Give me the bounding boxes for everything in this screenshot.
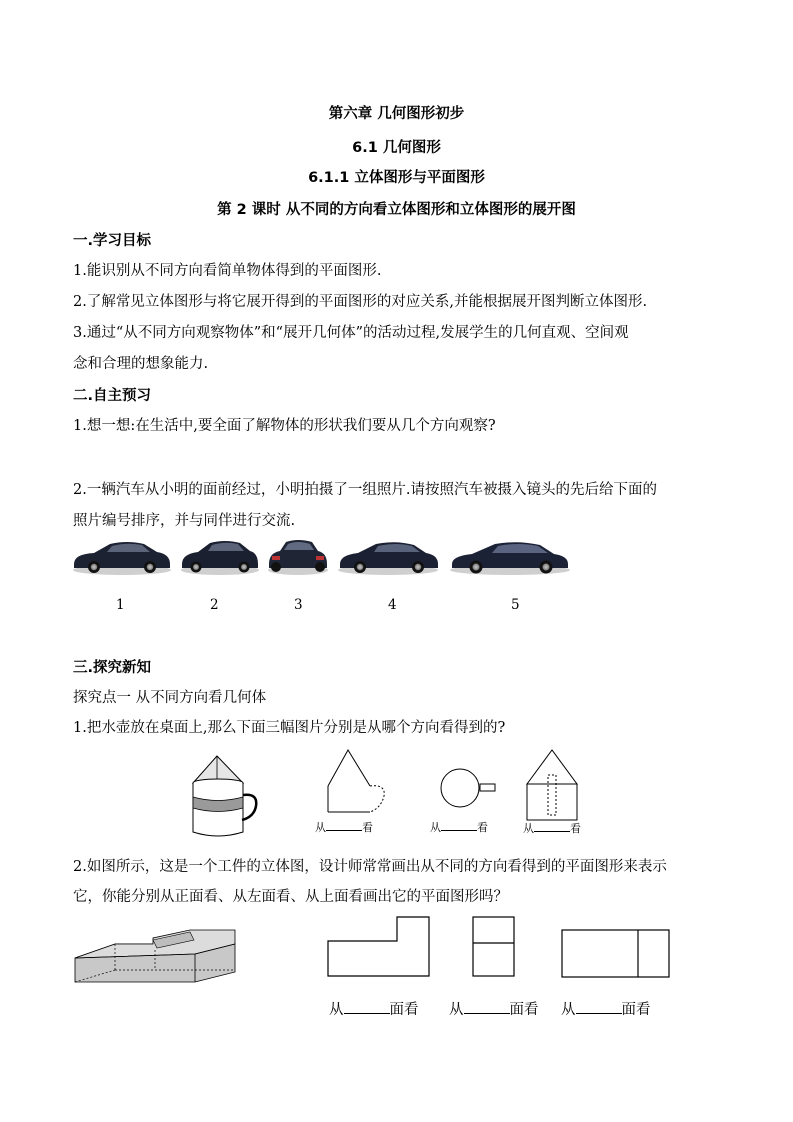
kettle-side-view [524, 750, 584, 822]
lesson-title: 第 2 课时 从不同的方向看立体图形和立体图形的展开图 [217, 202, 576, 218]
car-photo-3 [268, 540, 328, 575]
explore-question-2-cont: 它，你能分别从正面看、从左面看、从上面看画出它的平面图形吗？ [73, 889, 508, 905]
kettle-drawing [190, 750, 265, 840]
photo-number-1: 1 [116, 597, 125, 613]
preview-question-2-cont: 照片编号排序，并与同伴进行交流. [73, 513, 296, 529]
car-photos [72, 534, 572, 584]
section-title: 6.1 几何图形 [352, 140, 441, 156]
view-label-2: 从 看 [430, 821, 488, 834]
face-label-2: 从 面看 [449, 1002, 539, 1018]
preview-question-2: 2.一辆汽车从小明的面前经过，小明拍摄了一组照片.请按照汽车被摄入镜头的先后给下面的 [73, 482, 657, 498]
kettle-top-view [440, 768, 500, 812]
photo-number-5: 5 [511, 597, 520, 613]
car-photo-4 [338, 542, 438, 575]
section-explore: 三.探究新知 [73, 660, 152, 676]
section-preview: 二.自主预习 [73, 388, 152, 404]
photo-number-3: 3 [294, 597, 303, 613]
photo-number-4: 4 [388, 597, 397, 613]
photo-number-2: 2 [210, 597, 219, 613]
face-label-1: 从 面看 [329, 1002, 419, 1018]
goal-item: 3.通过“从不同方向观察物体”和“展开几何体”的活动过程,发展学生的几何直观、空间观 [73, 325, 629, 341]
view-label-1: 从 看 [315, 821, 373, 834]
kettle-front-view [328, 750, 388, 816]
preview-question-1: 1.想一想:在生活中,要全面了解物体的形状我们要从几个方向观察? [73, 418, 496, 434]
explore-point-1: 探究点一 从不同方向看几何体 [73, 690, 267, 706]
goal-item: 2.了解常见立体图形与将它展开得到的平面图形的对应关系,并能根据展开图判断立体图形. [73, 294, 648, 310]
view-label-3: 从 看 [523, 822, 581, 835]
chapter-title: 第六章 几何图形初步 [328, 106, 465, 122]
explore-question-2: 2.如图所示，这是一个工件的立体图，设计师常常画出从不同的方向看得到的平面图形来表示 [73, 859, 667, 875]
section-learning-goals: 一.学习目标 [73, 233, 152, 249]
goal-item: 念和合理的想象能力. [73, 356, 209, 372]
car-photo-1 [73, 542, 171, 575]
face-label-3: 从 面看 [561, 1002, 651, 1018]
car-photo-5 [450, 542, 570, 575]
subsection-title: 6.1.1 立体图形与平面图形 [308, 170, 485, 186]
workpiece-left-view [472, 916, 516, 978]
goal-item: 1.能识别从不同方向看简单物体得到的平面图形. [73, 263, 382, 279]
workpiece-front-view [327, 916, 431, 978]
car-photo-2 [181, 541, 259, 575]
explore-question-1: 1.把水壶放在桌面上,那么下面三幅图片分别是从哪个方向看得到的? [73, 720, 506, 736]
workpiece-top-view [561, 929, 671, 979]
workpiece-3d-drawing [73, 928, 239, 984]
